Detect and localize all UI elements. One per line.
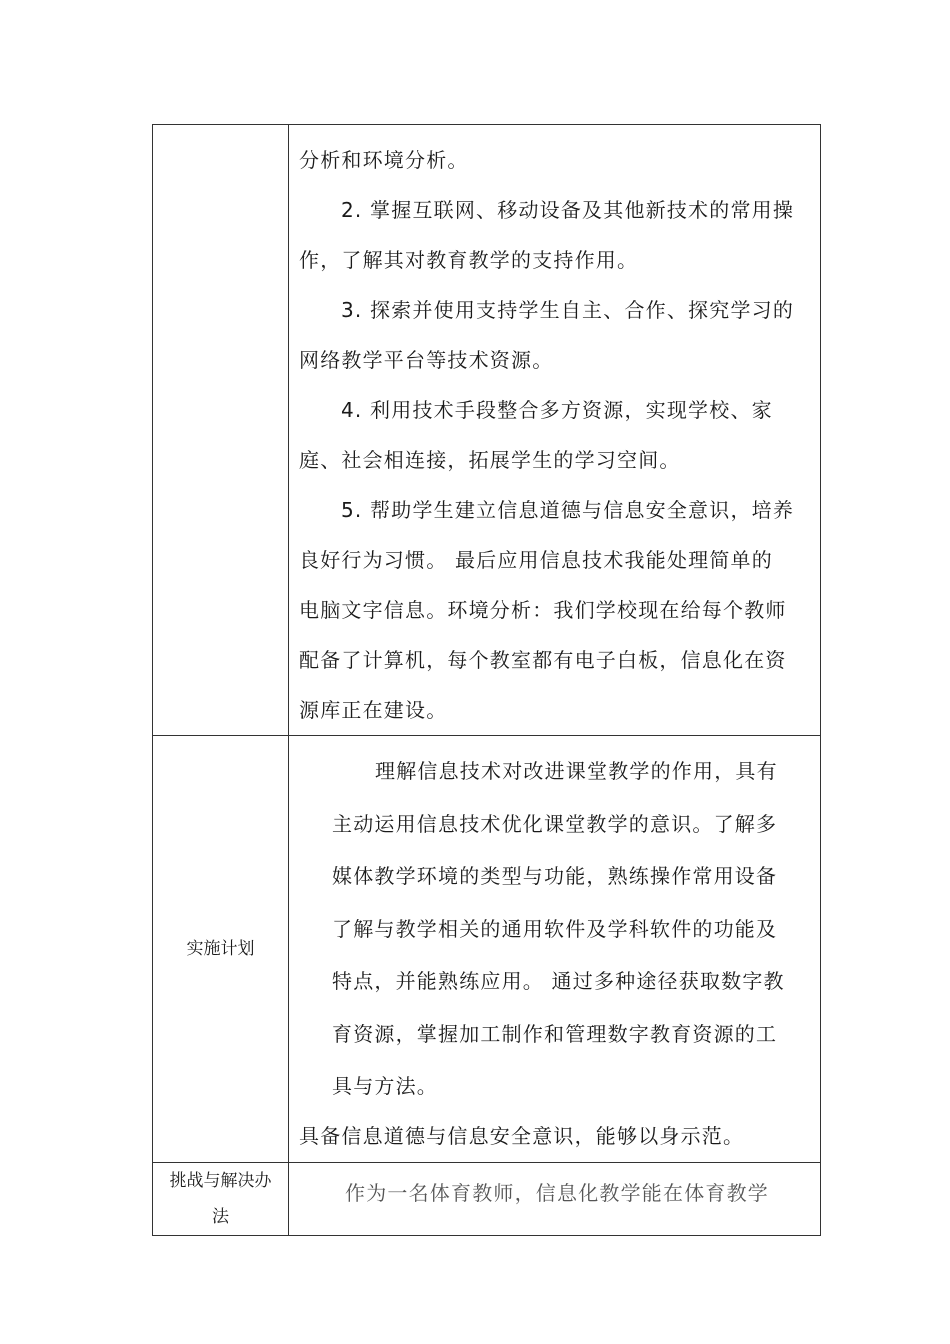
table-row-environment-analysis <box>153 125 821 736</box>
paragraph-line: 电脑文字信息。环境分析：我们学校现在给每个教师 <box>299 598 787 622</box>
paragraph-line: 庭、社会相连接，拓展学生的学习空间。 <box>299 448 681 472</box>
paragraph-line: 分析和环境分析。 <box>299 148 469 172</box>
challenges-text: 作为一名体育教师，信息化教学能在体育教学 <box>345 1180 769 1205</box>
row-label-empty <box>153 125 289 736</box>
row-label-implementation-plan: 实施计划 <box>153 736 289 1163</box>
table-row-challenges <box>153 1162 821 1235</box>
table-row-implementation-plan <box>153 736 821 1163</box>
paragraph-item-5: 5. 帮助学生建立信息道德与信息安全意识，培养 <box>341 498 795 522</box>
plan-indented-block <box>299 745 810 1113</box>
plan-line: 特点，并能熟练应用。 通过多种途径获取数字教 <box>332 969 785 993</box>
paragraph-line: 配备了计算机，每个教室都有电子白板，信息化在资 <box>299 648 787 672</box>
row-label-challenges <box>153 1162 289 1235</box>
plan-line: 理解信息技术对改进课堂教学的作用，具有 <box>375 759 778 783</box>
paragraph-item-2: 2. 掌握互联网、移动设备及其他新技术的常用操 <box>341 198 795 222</box>
paragraph-line: 良好行为习惯。 最后应用信息技术我能处理简单的 <box>299 548 773 572</box>
paragraph-line: 网络教学平台等技术资源。 <box>299 348 554 372</box>
document-table <box>152 124 821 1236</box>
environment-analysis-content <box>289 125 821 736</box>
plan-tail-line: 具备信息道德与信息安全意识，能够以身示范。 <box>299 1123 745 1148</box>
paragraph-line: 源库正在建设。 <box>299 698 448 722</box>
challenges-content <box>289 1162 821 1235</box>
implementation-plan-content <box>289 736 821 1163</box>
plan-line: 了解与教学相关的通用软件及学科软件的功能及 <box>332 916 778 941</box>
paragraph-line: 作，了解其对教育教学的支持作用。 <box>299 248 639 272</box>
plan-line: 媒体教学环境的类型与功能，熟练操作常用设备 <box>332 864 778 888</box>
paragraph-item-3: 3. 探索并使用支持学生自主、合作、探究学习的 <box>341 298 795 322</box>
plan-line: 主动运用信息技术优化课堂教学的意识。了解多 <box>332 811 778 836</box>
paragraph-item-4: 4. 利用技术手段整合多方资源，实现学校、家 <box>341 398 773 422</box>
plan-line: 育资源，掌握加工制作和管理数字教育资源的工 <box>332 1021 778 1046</box>
row-label-challenges-line1: 挑战与解决办 <box>169 1170 272 1191</box>
row-label-challenges-line2: 法 <box>212 1206 229 1227</box>
plan-line: 具与方法。 <box>332 1074 438 1098</box>
